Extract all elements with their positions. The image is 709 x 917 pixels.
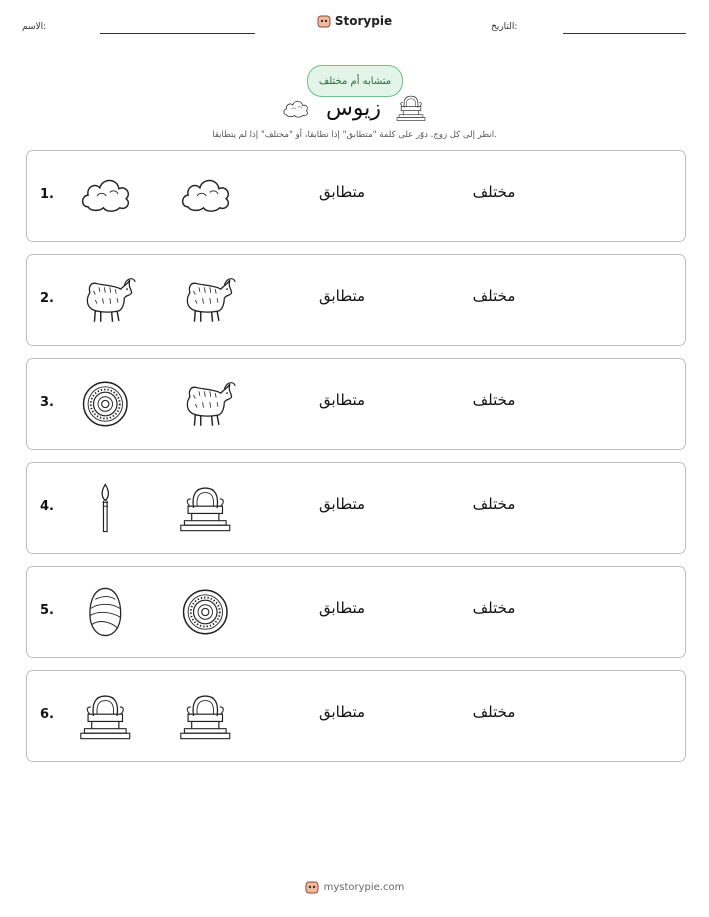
name-line[interactable] (100, 33, 255, 34)
goat-icon (79, 270, 137, 330)
different-option[interactable]: مختلف (472, 183, 516, 201)
different-option[interactable]: مختلف (472, 495, 516, 513)
goat-icon (179, 270, 237, 330)
pair-row (26, 462, 686, 554)
brand-name: Storypie (334, 14, 393, 28)
same-option[interactable]: متطابق (318, 599, 366, 617)
topic-badge: متشابه أم مختلف (307, 65, 403, 97)
date-label: التاريخ: (491, 22, 518, 32)
pair-row (26, 670, 686, 762)
row-number: 2. (40, 291, 54, 306)
different-option[interactable]: مختلف (472, 703, 516, 721)
footer (0, 880, 709, 894)
storypie-logo-icon (305, 880, 319, 894)
same-option[interactable]: متطابق (318, 183, 366, 201)
same-option[interactable]: متطابق (318, 495, 366, 513)
throne-icon (179, 478, 237, 538)
pair-row (26, 254, 686, 346)
different-option[interactable]: مختلف (472, 391, 516, 409)
different-option[interactable]: مختلف (472, 287, 516, 305)
row-number: 1. (40, 187, 54, 202)
pair-row (26, 566, 686, 658)
pair-row (26, 358, 686, 450)
row-number: 5. (40, 603, 54, 618)
spear-icon (79, 478, 137, 538)
row-number: 4. (40, 499, 54, 514)
throne-icon (79, 686, 137, 746)
name-label: الاسم: (22, 22, 47, 32)
egg-icon (79, 582, 137, 642)
brand (0, 14, 709, 28)
throne-icon (179, 686, 237, 746)
pair-row (26, 150, 686, 242)
row-number: 3. (40, 395, 54, 410)
different-option[interactable]: مختلف (472, 599, 516, 617)
goat-icon (179, 374, 237, 434)
instructions: انظر إلى كل زوج. دوّر على كلمة "متطابق" إذا تطابقا، أو "مختلف" إذا لم يتطابقا. (212, 130, 497, 140)
same-option[interactable]: متطابق (318, 703, 366, 721)
cloud-icon (79, 166, 137, 226)
same-option[interactable]: متطابق (318, 287, 366, 305)
storypie-logo-icon (317, 14, 331, 28)
row-number: 6. (40, 707, 54, 722)
cloud-icon (282, 94, 310, 120)
footer-url: mystorypie.com (323, 881, 405, 893)
page-title: زيوس (326, 96, 381, 121)
date-line[interactable] (563, 33, 686, 34)
shield-icon (179, 582, 237, 642)
cloud-icon (179, 166, 237, 226)
throne-icon (396, 92, 426, 122)
same-option[interactable]: متطابق (318, 391, 366, 409)
shield-icon (79, 374, 137, 434)
